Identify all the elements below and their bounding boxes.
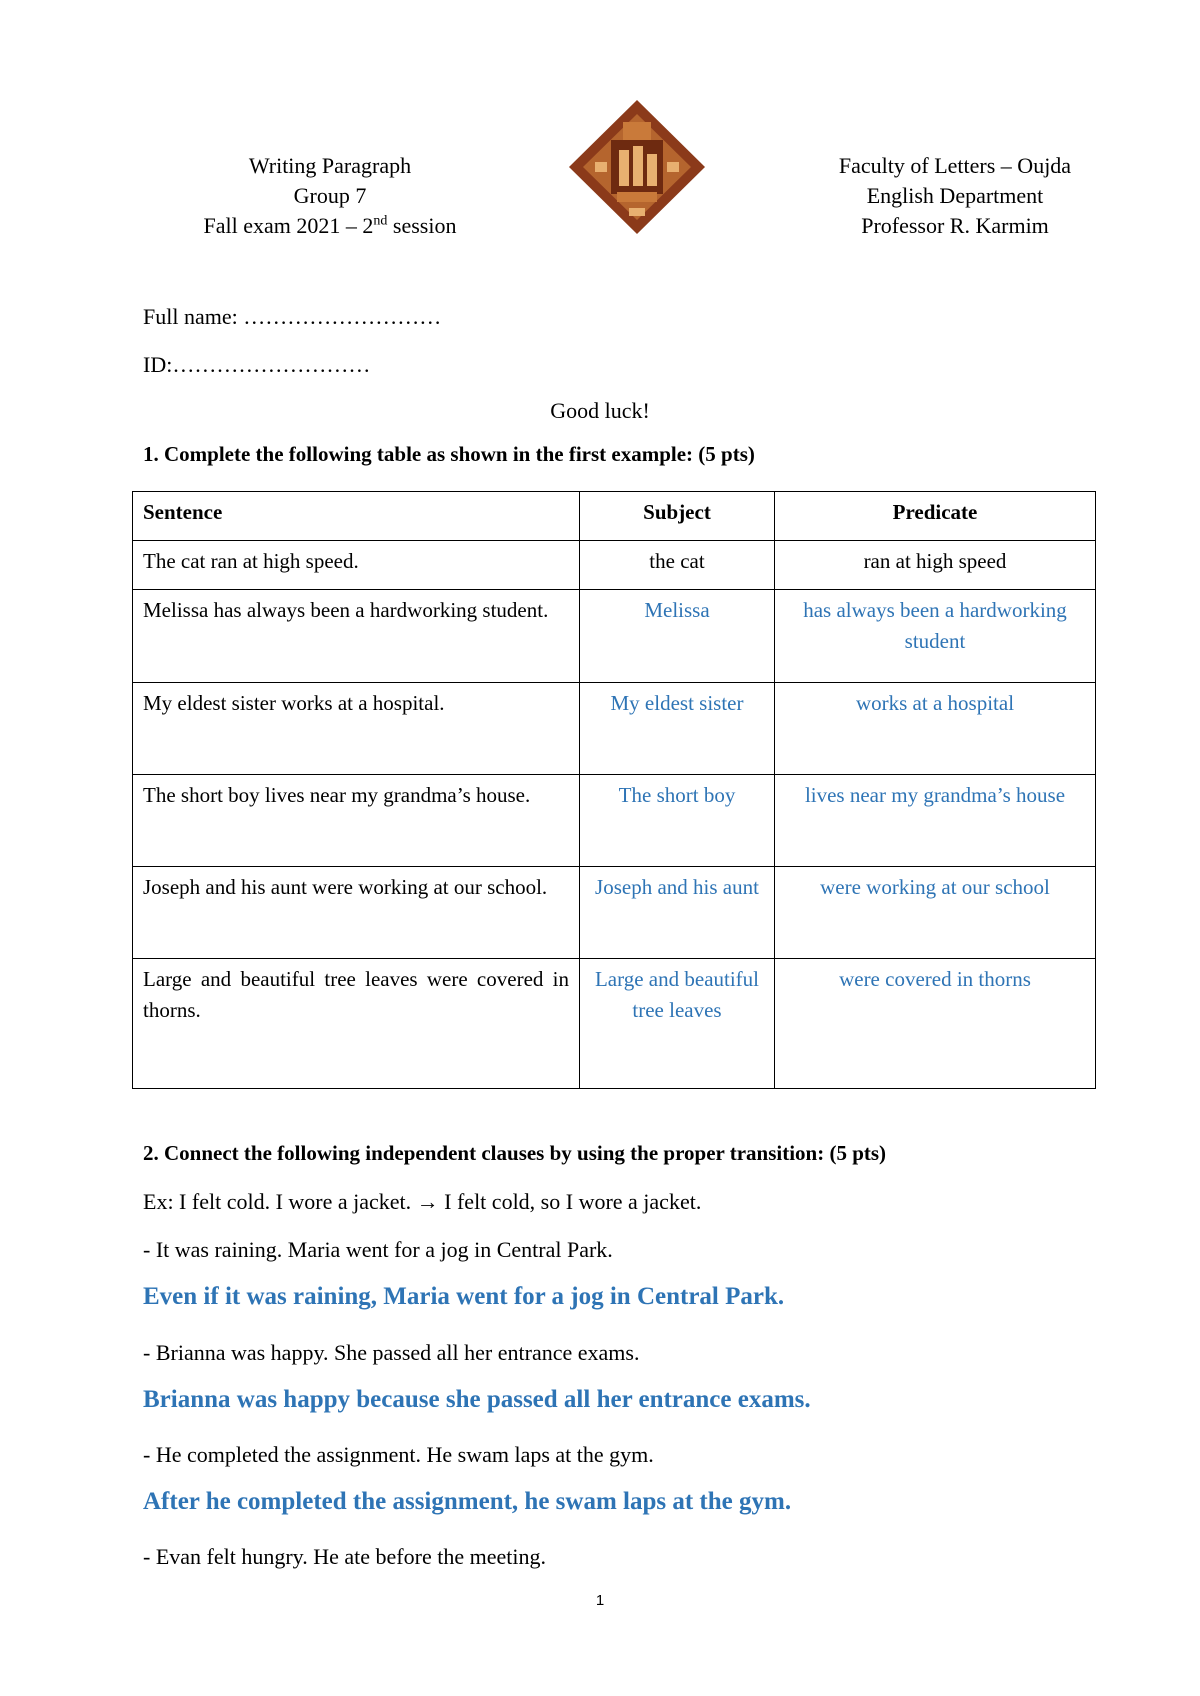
header-subject: Subject [580,492,775,541]
example-predicate: ran at high speed [775,541,1096,590]
table-row [133,775,1096,867]
row-subject-answer: My eldest sister [580,683,775,775]
question-1-title: 1. Complete the following table as shown in the first example: (5 pts) [143,442,755,466]
table-row [133,683,1096,775]
question-2-title: 2. Connect the following independent clauses by using the proper transition: (5 pts) [143,1141,887,1165]
course-title: Writing Paragraph [248,153,412,178]
answer-2: Brianna was happy because she passed all her entrance exams. [143,1386,811,1413]
answer-3: After he completed the assignment, he swam laps at the gym. [143,1488,792,1515]
row-sentence: Melissa has always been a hardworking student. [133,590,580,683]
row-sentence: Large and beautiful tree leaves were covered in thorns. [133,959,580,1089]
row-sentence: The short boy lives near my grandma’s house. [133,775,580,867]
table-row [133,590,1096,683]
row-subject-answer: Melissa [580,590,775,683]
header-course-info [130,151,530,241]
department-name: English Department [866,183,1044,208]
row-predicate-answer: were covered in thorns [775,959,1096,1089]
prompt-1: - It was raining. Maria went for a jog in Central Park. [143,1237,613,1262]
exam-session: Fall exam 2021 – 2nd session [203,213,457,238]
prompt-3: - He completed the assignment. He swam laps at the gym. [143,1442,654,1467]
row-predicate-answer: works at a hospital [775,683,1096,775]
row-predicate-answer: lives near my grandma’s house [775,775,1096,867]
header-predicate: Predicate [775,492,1096,541]
faculty-name: Faculty of Letters – Oujda [838,153,1072,178]
group-label: Group 7 [293,183,367,208]
full-name-field[interactable]: Full name: ……………………… [143,304,442,329]
page-number: 1 [595,1592,605,1609]
table-row-example [133,541,1096,590]
example-subject: the cat [580,541,775,590]
good-luck-text: Good luck! [550,398,650,423]
example-line: Ex: I felt cold. I wore a jacket. → I felt cold, so I wore a jacket. [143,1189,702,1214]
table-header-row [133,492,1096,541]
row-sentence: My eldest sister works at a hospital. [133,683,580,775]
row-predicate-answer: has always been a hardworking student [775,590,1096,683]
answer-1: Even if it was raining, Maria went for a jog in Central Park. [143,1283,785,1310]
example-sentence: The cat ran at high speed. [133,541,580,590]
table-row [133,959,1096,1089]
header-institution-info [790,151,1120,241]
row-sentence: Joseph and his aunt were working at our school. [133,867,580,959]
row-predicate-answer: were working at our school [775,867,1096,959]
row-subject-answer: Joseph and his aunt [580,867,775,959]
row-subject-answer: The short boy [580,775,775,867]
subject-predicate-table [132,491,1096,1089]
header-sentence: Sentence [133,492,580,541]
id-field[interactable]: ID:……………………… [143,352,371,377]
table-row [133,867,1096,959]
professor-name: Professor R. Karmim [861,213,1049,238]
prompt-2: - Brianna was happy. She passed all her entrance exams. [143,1340,640,1365]
row-subject-answer: Large and beautiful tree leaves [580,959,775,1089]
prompt-4: - Evan felt hungry. He ate before the meeting. [143,1544,546,1569]
university-emblem-icon [565,92,710,242]
